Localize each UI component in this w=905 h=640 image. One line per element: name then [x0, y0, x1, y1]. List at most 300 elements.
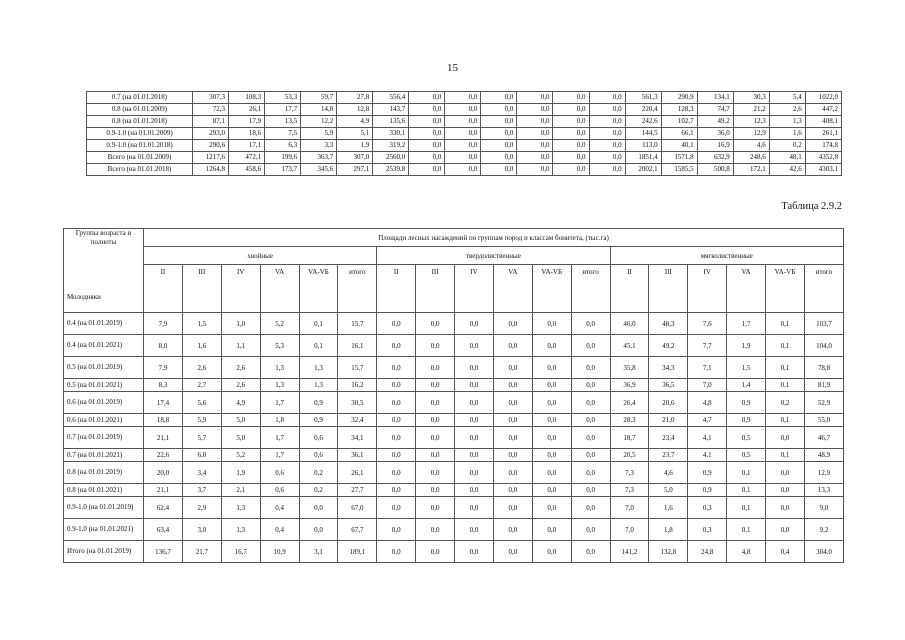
- table-cell: 67,0: [338, 497, 377, 519]
- table-cell: 0,0: [416, 541, 455, 563]
- table-cell: 0,0: [409, 104, 445, 116]
- table-cell: 0,0: [589, 140, 625, 152]
- table-cell: 4,9: [221, 392, 260, 414]
- table-cell: 447,2: [805, 104, 841, 116]
- row-label: 0.7 (на 01.01.2019): [64, 427, 144, 449]
- table-row: [87, 116, 842, 128]
- table-cell: 556,4: [373, 92, 409, 104]
- table-cell: 141,2: [610, 541, 649, 563]
- table-cell: 2560,0: [373, 152, 409, 164]
- table-cell: 293,0: [193, 128, 229, 140]
- table-cell: 0,0: [377, 414, 416, 427]
- table-cell: 1,4: [727, 379, 766, 392]
- table-cell: 0,0: [571, 392, 610, 414]
- table-cell: 1,8: [260, 414, 299, 427]
- table-cell: 7,0: [688, 379, 727, 392]
- table-cell: 0,0: [517, 116, 553, 128]
- row-label: 0.6 (на 01.01.2019): [64, 392, 144, 414]
- table-cell: 42,6: [769, 164, 805, 176]
- table-cell: 0,0: [445, 104, 481, 116]
- table-cell: 2,6: [221, 357, 260, 379]
- table-cell: 7,9: [144, 313, 183, 335]
- table-cell: 1,6: [649, 497, 688, 519]
- table-cell: 7,5: [265, 128, 301, 140]
- row-label: 0.5 (на 01.01.2021): [64, 379, 144, 392]
- table-cell: 1,6: [182, 335, 221, 357]
- table-cell: 0,0: [416, 449, 455, 462]
- table-cell: 0,0: [481, 104, 517, 116]
- row-label: 0.7 (на 01.01.2021): [64, 449, 144, 462]
- table-cell: 0,0: [589, 152, 625, 164]
- table-cell: 0,0: [377, 449, 416, 462]
- table-cell: 0,4: [260, 497, 299, 519]
- table-cell: 14,8: [301, 104, 337, 116]
- table-cell: 0,0: [445, 140, 481, 152]
- table-cell: 0,0: [532, 313, 571, 335]
- table-cell: 0,0: [589, 164, 625, 176]
- species-group-coniferous: хвойные: [144, 247, 377, 265]
- table-cell: 561,3: [625, 92, 661, 104]
- class-header: II: [377, 265, 416, 313]
- table-cell: 0,0: [553, 128, 589, 140]
- table-cell: 4,1: [688, 449, 727, 462]
- table-cell: 0,0: [571, 462, 610, 484]
- table-cell: 12,2: [301, 116, 337, 128]
- table-cell: 4,6: [649, 462, 688, 484]
- table-cell: 55,0: [804, 414, 843, 427]
- table-cell: 0,0: [493, 414, 532, 427]
- table-cell: 1,7: [260, 427, 299, 449]
- table-cell: 0,9: [299, 392, 338, 414]
- table-cell: 0,0: [409, 116, 445, 128]
- table-cell: 3,7: [182, 484, 221, 497]
- table-cell: 2,6: [182, 357, 221, 379]
- table-cell: 0,1: [766, 335, 805, 357]
- row-label: 0.9-1.0 (на 01.01.2009): [87, 128, 193, 140]
- row-label: 0.9-1.0 (на 01.01.2018): [87, 140, 193, 152]
- table-cell: 0,6: [260, 462, 299, 484]
- class-header: III: [182, 265, 221, 313]
- table-cell: 16,1: [338, 335, 377, 357]
- table-cell: 32,4: [338, 414, 377, 427]
- table-cell: 1,7: [727, 313, 766, 335]
- table-cell: 0,0: [409, 164, 445, 176]
- table-cell: 48,3: [649, 313, 688, 335]
- table-cell: 0,0: [481, 128, 517, 140]
- table-cell: 0,0: [532, 379, 571, 392]
- table-cell: 0,0: [299, 519, 338, 541]
- table-cell: 1264,8: [193, 164, 229, 176]
- table-cell: 21,1: [144, 484, 183, 497]
- table-cell: 1022,0: [805, 92, 841, 104]
- table-cell: 0,0: [481, 140, 517, 152]
- table-cell: 63,4: [144, 519, 183, 541]
- table-cell: 0,0: [532, 462, 571, 484]
- table-cell: 103,7: [804, 313, 843, 335]
- table-cell: 0,1: [299, 313, 338, 335]
- row-label: 0.9-1.0 (на 01.01.2019): [64, 497, 144, 519]
- table-cell: 5,1: [337, 128, 373, 140]
- table-cell: 1,0: [221, 313, 260, 335]
- table-cell: 4352,8: [805, 152, 841, 164]
- table-cell: 0,9: [299, 414, 338, 427]
- table-cell: 0,0: [455, 357, 494, 379]
- table-cell: 2,7: [182, 379, 221, 392]
- table-cell: 0,0: [571, 357, 610, 379]
- table-row: [87, 164, 842, 176]
- table-cell: 248,6: [733, 152, 769, 164]
- table-row: [64, 313, 844, 335]
- table-cell: 0,0: [571, 427, 610, 449]
- table-cell: 0,2: [766, 392, 805, 414]
- table-cell: 0,0: [553, 92, 589, 104]
- table-cell: 12,9: [733, 128, 769, 140]
- table-cell: 16,2: [338, 379, 377, 392]
- table-cell: 0,0: [455, 484, 494, 497]
- table-cell: 0,0: [571, 335, 610, 357]
- table-cell: 5,2: [260, 313, 299, 335]
- table-cell: 36,0: [697, 128, 733, 140]
- table-row: [64, 357, 844, 379]
- class-header: итого: [804, 265, 843, 313]
- table-cell: 4,1: [688, 427, 727, 449]
- table-cell: 0,0: [377, 392, 416, 414]
- table-cell: 0,6: [299, 449, 338, 462]
- row-label: 0.8 (на 01.01.2009): [87, 104, 193, 116]
- table-cell: 0,0: [455, 519, 494, 541]
- table-cell: 5,0: [221, 414, 260, 427]
- table-cell: 0,0: [416, 497, 455, 519]
- table-row: [87, 152, 842, 164]
- row-label: 0.8 (на 01.01.2019): [64, 462, 144, 484]
- class-header: итого: [571, 265, 610, 313]
- class-header: III: [649, 265, 688, 313]
- row-label: Итого (на 01.01.2019): [64, 541, 144, 563]
- row-label: 0.4 (на 01.01.2019): [64, 313, 144, 335]
- table-cell: 0,0: [553, 104, 589, 116]
- table-cell: 18,8: [144, 414, 183, 427]
- table-cell: 0,1: [766, 449, 805, 462]
- table-cell: 0,0: [532, 484, 571, 497]
- table-cell: 0,1: [766, 357, 805, 379]
- table-cell: 34,1: [338, 427, 377, 449]
- table-cell: 0,0: [409, 128, 445, 140]
- row-label: 0.9-1.0 (на 01.01.2021): [64, 519, 144, 541]
- table-cell: 0,0: [493, 379, 532, 392]
- table-cell: 0,0: [493, 357, 532, 379]
- table-cell: 67,7: [338, 519, 377, 541]
- table-cell: 0,0: [377, 313, 416, 335]
- table-cell: 0,2: [299, 484, 338, 497]
- table-cell: 0,0: [416, 427, 455, 449]
- table-cell: 12,8: [337, 104, 373, 116]
- table-row: [64, 449, 844, 462]
- table-cell: 5,9: [301, 128, 337, 140]
- table-cell: 1,8: [649, 519, 688, 541]
- table-cell: 7,1: [688, 357, 727, 379]
- table-cell: 0,0: [553, 116, 589, 128]
- table-cell: 0,0: [493, 449, 532, 462]
- groups-header: Группы возраста и полноты: [75, 229, 132, 246]
- table-cell: 2,6: [221, 379, 260, 392]
- table-caption: Таблица 2.9.2: [781, 201, 842, 212]
- table-cell: 0,0: [416, 379, 455, 392]
- table-row: [64, 541, 844, 563]
- table-row: [64, 392, 844, 414]
- table-cell: 0,1: [727, 462, 766, 484]
- row-label: 0.8 (на 01.01.2021): [64, 484, 144, 497]
- table-cell: 0,0: [377, 357, 416, 379]
- table-cell: 8,0: [144, 335, 183, 357]
- table-cell: 0,0: [455, 335, 494, 357]
- table-cell: 0,0: [589, 128, 625, 140]
- table-cell: 27,7: [338, 484, 377, 497]
- table-cell: 2,6: [769, 104, 805, 116]
- table-cell: 52,9: [804, 392, 843, 414]
- page-number: 15: [447, 62, 458, 74]
- table-cell: 143,7: [373, 104, 409, 116]
- table-cell: 0,0: [445, 128, 481, 140]
- table-cell: 0,0: [532, 541, 571, 563]
- table-row: [64, 335, 844, 357]
- table-cell: 0,0: [571, 484, 610, 497]
- table-cell: 0,0: [455, 427, 494, 449]
- table-cell: 16,9: [697, 140, 733, 152]
- table-cell: 307,3: [193, 92, 229, 104]
- table-cell: 5,0: [649, 484, 688, 497]
- table-cell: 10,9: [260, 541, 299, 563]
- table-cell: 0,3: [688, 497, 727, 519]
- table-cell: 0,1: [766, 313, 805, 335]
- table-cell: 0,0: [377, 484, 416, 497]
- table-cell: 0,1: [299, 335, 338, 357]
- species-group-softwood: мягколиственные: [610, 247, 844, 265]
- table-cell: 21,0: [649, 414, 688, 427]
- table-cell: 1,7: [260, 449, 299, 462]
- table-cell: 0,0: [571, 519, 610, 541]
- table-cell: 2,1: [221, 484, 260, 497]
- table-cell: 0,2: [769, 140, 805, 152]
- table-cell: 1,9: [727, 335, 766, 357]
- table-cell: 4303,1: [805, 164, 841, 176]
- table-cell: 20,0: [144, 462, 183, 484]
- table-cell: 0,0: [377, 497, 416, 519]
- table-cell: 0,0: [416, 519, 455, 541]
- table-cell: 113,0: [625, 140, 661, 152]
- table-cell: 3,1: [299, 541, 338, 563]
- table-cell: 1585,5: [661, 164, 697, 176]
- row-label: 0.4 (на 01.01.2021): [64, 335, 144, 357]
- table-cell: 12,3: [733, 116, 769, 128]
- table-cell: 0,0: [589, 92, 625, 104]
- table-cell: 0,0: [377, 519, 416, 541]
- table-cell: 290,6: [193, 140, 229, 152]
- table-cell: 0,0: [517, 140, 553, 152]
- table-cell: 45,1: [610, 335, 649, 357]
- table-cell: 0,0: [377, 427, 416, 449]
- table-cell: 1,7: [260, 392, 299, 414]
- table-cell: 17,7: [265, 104, 301, 116]
- table-cell: 2,9: [182, 497, 221, 519]
- table-cell: 20,5: [610, 449, 649, 462]
- table-cell: 59,7: [301, 92, 337, 104]
- table-cell: 16,7: [221, 541, 260, 563]
- table-cell: 1,6: [769, 128, 805, 140]
- table-cell: 0,0: [455, 379, 494, 392]
- table-cell: 1,9: [221, 462, 260, 484]
- table-cell: 135,6: [373, 116, 409, 128]
- table-cell: 8,3: [144, 379, 183, 392]
- table-cell: 0,0: [493, 462, 532, 484]
- table-cell: 144,5: [625, 128, 661, 140]
- table-cell: 330,1: [373, 128, 409, 140]
- table-cell: 0,0: [416, 335, 455, 357]
- table-cell: 0,0: [766, 497, 805, 519]
- table-cell: 1,3: [299, 357, 338, 379]
- table-cell: 0,1: [766, 414, 805, 427]
- table-cell: 72,3: [193, 104, 229, 116]
- table-cell: 0,0: [532, 519, 571, 541]
- table-cell: 23,7: [649, 449, 688, 462]
- class-header: IV: [688, 265, 727, 313]
- table-cell: 0,0: [299, 497, 338, 519]
- table-cell: 7,0: [610, 497, 649, 519]
- table-cell: 0,0: [517, 164, 553, 176]
- class-header: VA-VБ: [766, 265, 805, 313]
- table-cell: 0,2: [299, 462, 338, 484]
- table-row: [64, 414, 844, 427]
- table-cell: 0,0: [493, 313, 532, 335]
- table-cell: 0,1: [766, 379, 805, 392]
- table-cell: 27,8: [337, 92, 373, 104]
- table-cell: 5,7: [182, 427, 221, 449]
- table-cell: 0,0: [532, 335, 571, 357]
- table-cell: 7,6: [688, 313, 727, 335]
- table-cell: 3,0: [182, 519, 221, 541]
- table-cell: 21,1: [144, 427, 183, 449]
- table-cell: 26,4: [610, 392, 649, 414]
- table-cell: 0,0: [445, 164, 481, 176]
- table-row: [64, 427, 844, 449]
- table-cell: 0,1: [727, 484, 766, 497]
- table-cell: 0,0: [416, 414, 455, 427]
- table-cell: 24,8: [688, 541, 727, 563]
- table-cell: 18,6: [229, 128, 265, 140]
- table-cell: 174,8: [805, 140, 841, 152]
- table-cell: 172,1: [733, 164, 769, 176]
- table-cell: 4,8: [727, 541, 766, 563]
- table-cell: 0,0: [571, 414, 610, 427]
- table-cell: 0,0: [553, 140, 589, 152]
- row-label: 0.7 (на 01.01.2018): [87, 92, 193, 104]
- table-cell: 30,5: [338, 392, 377, 414]
- table-cell: 304,0: [804, 541, 843, 563]
- table-cell: 4,8: [688, 392, 727, 414]
- table-cell: 3,3: [301, 140, 337, 152]
- class-header: II: [610, 265, 649, 313]
- table-cell: 0,1: [727, 519, 766, 541]
- table-cell: 0,0: [455, 313, 494, 335]
- table-row: [64, 379, 844, 392]
- table-cell: 1,5: [727, 357, 766, 379]
- table-cell: 48,1: [769, 152, 805, 164]
- table-cell: 0,0: [532, 414, 571, 427]
- table-cell: 34,3: [649, 357, 688, 379]
- forest-area-table: [63, 228, 844, 563]
- table-cell: 0,0: [553, 164, 589, 176]
- table-cell: 9,0: [804, 497, 843, 519]
- table-cell: 0,0: [409, 92, 445, 104]
- table-cell: 4,6: [733, 140, 769, 152]
- table-cell: 0,9: [688, 484, 727, 497]
- table-cell: 0,0: [481, 152, 517, 164]
- table-cell: 78,8: [804, 357, 843, 379]
- table-cell: 0,9: [688, 462, 727, 484]
- table-cell: 0,0: [377, 541, 416, 563]
- table-cell: 7,0: [610, 519, 649, 541]
- row-label: 0.5 (на 01.01.2019): [64, 357, 144, 379]
- table-cell: 261,1: [805, 128, 841, 140]
- table-cell: 5,2: [221, 449, 260, 462]
- table-row: [87, 128, 842, 140]
- table-cell: 13,5: [265, 116, 301, 128]
- row-label: Всего (на 01.01.2018): [87, 164, 193, 176]
- table-cell: 0,0: [532, 392, 571, 414]
- main-header: Площади лесных насаждений по группам пород и классам бонитета, (тыс.га): [144, 229, 844, 247]
- table-cell: 0,0: [416, 357, 455, 379]
- class-header: IV: [221, 265, 260, 313]
- table-cell: 6,0: [182, 449, 221, 462]
- table-cell: 319,2: [373, 140, 409, 152]
- row-label: Всего (на 01.01.2009): [87, 152, 193, 164]
- table-cell: 40,1: [661, 140, 697, 152]
- table-cell: 0,0: [532, 427, 571, 449]
- table-cell: 500,8: [697, 164, 733, 176]
- table-cell: 1,3: [260, 379, 299, 392]
- table-cell: 0,0: [481, 116, 517, 128]
- table-row: [64, 497, 844, 519]
- table-cell: 17,9: [229, 116, 265, 128]
- table-cell: 0,0: [455, 414, 494, 427]
- table-cell: 632,9: [697, 152, 733, 164]
- table-row: [64, 462, 844, 484]
- table-cell: 1,3: [260, 357, 299, 379]
- table-cell: 0,1: [727, 497, 766, 519]
- table-cell: 297,1: [337, 164, 373, 176]
- table-cell: 12,9: [804, 462, 843, 484]
- table-cell: 21,2: [733, 104, 769, 116]
- table-cell: 0,0: [445, 152, 481, 164]
- table-cell: 4,9: [337, 116, 373, 128]
- table-cell: 189,1: [338, 541, 377, 563]
- table-cell: 5,9: [182, 414, 221, 427]
- table-row: [87, 104, 842, 116]
- table-cell: 1851,4: [625, 152, 661, 164]
- class-header: итого: [338, 265, 377, 313]
- groups-header-cell: [64, 229, 144, 313]
- table-cell: 1,5: [182, 313, 221, 335]
- table-cell: 74,7: [697, 104, 733, 116]
- table-cell: 0,0: [455, 392, 494, 414]
- table-cell: 17,1: [229, 140, 265, 152]
- class-header: VA-VБ: [532, 265, 571, 313]
- table-cell: 0,0: [416, 313, 455, 335]
- table-cell: 23,4: [649, 427, 688, 449]
- table-cell: 0,5: [727, 449, 766, 462]
- table-cell: 1,3: [221, 519, 260, 541]
- table-cell: 62,4: [144, 497, 183, 519]
- table-cell: 104,0: [804, 335, 843, 357]
